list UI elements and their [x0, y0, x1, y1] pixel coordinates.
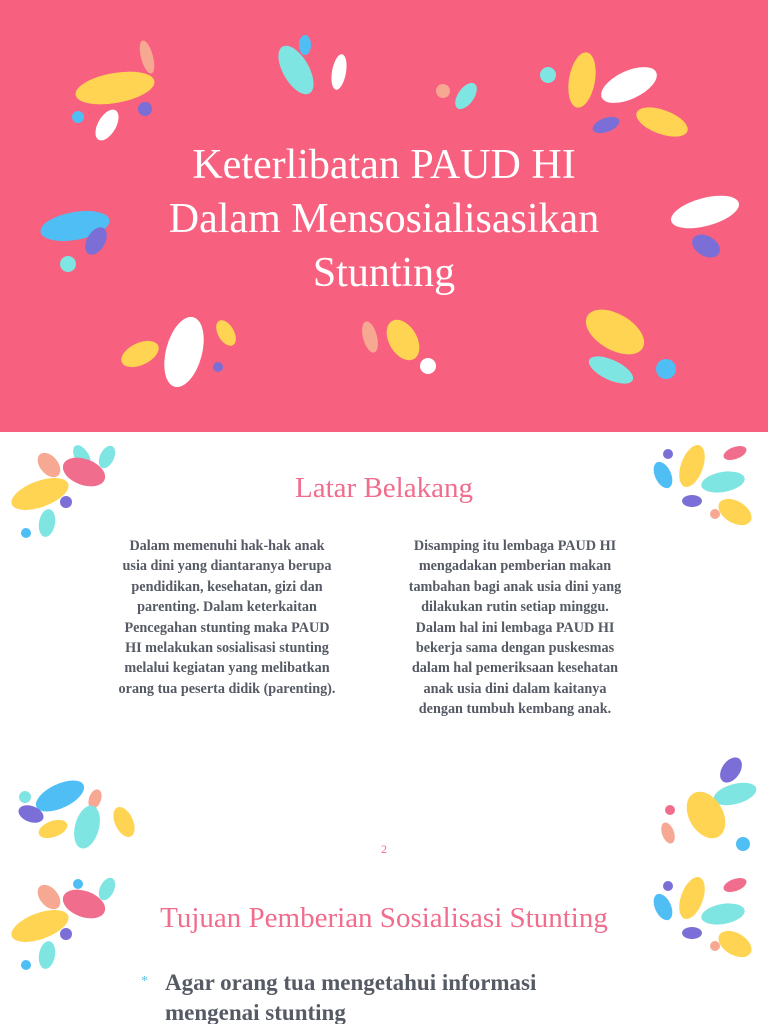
background-slide	[0, 432, 768, 864]
section-heading: Latar Belakang	[295, 472, 473, 504]
text-line: pendidikan, kesehatan, gizi dan	[131, 578, 323, 595]
text-line: Dalam memenuhi hak-hak anak	[129, 538, 325, 554]
text-line: orang tua peserta didik (parenting).	[118, 680, 336, 697]
page-number: 2	[381, 842, 387, 856]
text-line: Disamping itu lembaga PAUD HI	[413, 538, 617, 554]
text-line: dengan tumbuh kembang anak.	[418, 701, 612, 718]
text-line: bekerja sama dengan puskesmas	[415, 640, 615, 657]
purpose-slide	[0, 864, 768, 1024]
text-line: anak usia dini dalam kaitanya	[423, 680, 607, 697]
text-line: mengadakan pemberian makan	[418, 558, 612, 575]
left-paragraph	[92, 536, 362, 699]
text-line: Agar orang tua mengetahui informasi	[165, 970, 537, 995]
text-line: HI melakukan sosialisasi stunting	[125, 640, 329, 657]
section-heading: Tujuan Pemberian Sosialisasi Stunting	[160, 902, 608, 934]
title-slide	[0, 0, 768, 432]
text-line: Pencegahan stunting maka PAUD	[124, 619, 330, 636]
text-line: mengenai stunting	[165, 1000, 346, 1024]
title-line: Stunting	[312, 250, 456, 296]
bullet-marker: *	[141, 974, 148, 989]
text-line: dilakukan rutin setiap minggu.	[421, 599, 609, 616]
text-line: usia dini yang diantaranya berupa	[122, 558, 332, 575]
presentation-title	[0, 138, 768, 300]
text-line: Dalam hal ini lembaga PAUD HI	[415, 619, 615, 636]
right-paragraph	[380, 536, 650, 720]
text-line: parenting. Dalam keterkaitan	[137, 599, 317, 616]
title-line: Dalam Mensosialisasikan	[168, 196, 600, 242]
title-line: Keterlibatan PAUD HI	[192, 142, 576, 188]
bullet-item	[165, 968, 635, 1024]
text-line: tambahan bagi anak usia dini yang	[408, 578, 622, 595]
text-line: melalui kegiatan yang melibatkan	[124, 660, 330, 677]
text-line: dalam hal pemeriksaan kesehatan	[411, 660, 619, 677]
